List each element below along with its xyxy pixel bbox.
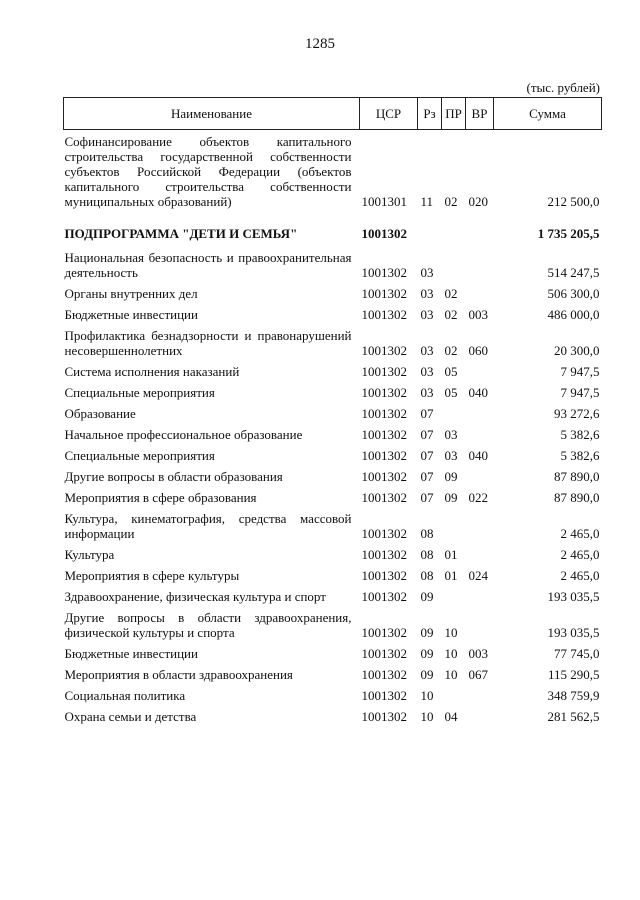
cell-name: Начальное профессиональное образование xyxy=(64,427,303,442)
cell-vr xyxy=(466,424,494,445)
table-row xyxy=(64,304,602,325)
cell-rz: 11 xyxy=(420,194,434,209)
cell-name: Бюджетные инвестиции xyxy=(64,646,198,661)
cell-pr: 04 xyxy=(444,709,458,724)
header-rz: Рз xyxy=(418,98,442,130)
cell-rz xyxy=(418,212,442,247)
cell-name: Культура, кинематография, средства массовой информации xyxy=(64,511,352,541)
cell-vr xyxy=(466,706,494,727)
cell-vr xyxy=(466,586,494,607)
cell-sum: 193 035,5 xyxy=(547,625,600,640)
cell-name: Социальная политика xyxy=(64,688,186,703)
table-row xyxy=(64,607,602,643)
cell-rz: 08 xyxy=(420,526,434,541)
cell-rz: 03 xyxy=(420,265,434,280)
cell-pr: 09 xyxy=(444,490,458,505)
cell-sum: 5 382,6 xyxy=(560,448,600,463)
table-row xyxy=(64,487,602,508)
cell-pr: 02 xyxy=(444,343,458,358)
cell-sum: 5 382,6 xyxy=(560,427,600,442)
cell-csr: 1001302 xyxy=(361,427,407,442)
cell-rz: 10 xyxy=(420,709,434,724)
cell-csr: 1001302 xyxy=(361,448,407,463)
cell-pr xyxy=(442,508,466,544)
cell-sum: 1 735 205,5 xyxy=(537,226,600,241)
cell-vr xyxy=(466,212,494,247)
cell-name: Культура xyxy=(64,547,115,562)
cell-name: Мероприятия в области здравоохранения xyxy=(64,667,293,682)
header-name: Наименование xyxy=(64,98,360,130)
subprogram-row xyxy=(64,212,602,247)
units-label: (тыс. рублей) xyxy=(526,80,600,95)
table-row xyxy=(64,643,602,664)
cell-sum: 2 465,0 xyxy=(560,526,600,541)
cell-sum: 348 759,9 xyxy=(547,688,600,703)
cell-sum: 281 562,5 xyxy=(547,709,600,724)
cell-csr: 1001302 xyxy=(361,547,407,562)
cell-csr: 1001302 xyxy=(361,307,407,322)
table-row xyxy=(64,586,602,607)
cell-rz: 03 xyxy=(420,364,434,379)
table-body xyxy=(64,130,602,728)
cell-csr: 1001302 xyxy=(361,406,407,421)
cell-vr xyxy=(466,361,494,382)
budget-table xyxy=(63,97,602,727)
cell-sum: 486 000,0 xyxy=(547,307,600,322)
table-row xyxy=(64,325,602,361)
cell-pr: 02 xyxy=(444,307,458,322)
cell-rz: 07 xyxy=(420,406,434,421)
cell-sum: 514 247,5 xyxy=(547,265,600,280)
cell-vr: 003 xyxy=(468,646,488,661)
cell-sum: 115 290,5 xyxy=(547,667,600,682)
cell-csr: 1001301 xyxy=(361,194,407,209)
cell-sum: 87 890,0 xyxy=(554,469,600,484)
cell-rz: 03 xyxy=(420,307,434,322)
cell-name: Образование xyxy=(64,406,136,421)
cell-sum: 77 745,0 xyxy=(554,646,600,661)
cell-csr: 1001302 xyxy=(361,265,407,280)
cell-csr: 1001302 xyxy=(361,364,407,379)
cell-rz: 08 xyxy=(420,568,434,583)
cell-rz: 03 xyxy=(420,286,434,301)
cell-pr xyxy=(442,403,466,424)
cell-csr: 1001302 xyxy=(361,709,407,724)
cell-csr: 1001302 xyxy=(361,385,407,400)
cell-csr: 1001302 xyxy=(361,343,407,358)
cell-name: Мероприятия в сфере образования xyxy=(64,490,257,505)
cell-name: Система исполнения наказаний xyxy=(64,364,240,379)
cell-csr: 1001302 xyxy=(361,568,407,583)
cell-csr: 1001302 xyxy=(361,646,407,661)
cell-name: Другие вопросы в области образования xyxy=(64,469,283,484)
cell-vr xyxy=(466,607,494,643)
cell-pr: 05 xyxy=(444,385,458,400)
cell-csr: 1001302 xyxy=(361,526,407,541)
cell-rz: 07 xyxy=(420,448,434,463)
cell-rz: 09 xyxy=(420,667,434,682)
table-row xyxy=(64,544,602,565)
cell-sum: 506 300,0 xyxy=(547,286,600,301)
cell-csr: 1001302 xyxy=(361,667,407,682)
table-row xyxy=(64,664,602,685)
table-row xyxy=(64,424,602,445)
cell-pr xyxy=(442,212,466,247)
cell-vr: 024 xyxy=(468,568,488,583)
table-row xyxy=(64,361,602,382)
cell-pr: 02 xyxy=(444,194,458,209)
cell-name: Софинансирование объектов капитального строительства государственной собственности субъектов Российской Федерации (объектов капитального строительства собственности муниципальных образований) xyxy=(64,134,352,209)
cell-vr xyxy=(466,403,494,424)
cell-rz: 10 xyxy=(420,688,434,703)
cell-vr: 022 xyxy=(468,490,488,505)
cell-csr: 1001302 xyxy=(361,625,407,640)
cell-pr: 05 xyxy=(444,364,458,379)
table-header-row xyxy=(64,98,602,130)
table-row xyxy=(64,247,602,283)
cell-rz: 07 xyxy=(420,427,434,442)
table-row xyxy=(64,283,602,304)
cell-rz: 08 xyxy=(420,547,434,562)
table-row xyxy=(64,565,602,586)
cell-pr xyxy=(442,685,466,706)
cell-pr: 01 xyxy=(444,568,458,583)
cell-name: Специальные мероприятия xyxy=(64,385,215,400)
cell-csr: 1001302 xyxy=(361,226,407,241)
cell-rz: 09 xyxy=(420,625,434,640)
table-row xyxy=(64,445,602,466)
cell-name: Профилактика безнадзорности и правонарушений несовершеннолетних xyxy=(64,328,352,358)
table-row xyxy=(64,130,602,213)
cell-pr: 03 xyxy=(444,448,458,463)
cell-vr: 003 xyxy=(468,307,488,322)
cell-rz: 03 xyxy=(420,343,434,358)
cell-pr: 10 xyxy=(444,625,458,640)
table-row xyxy=(64,685,602,706)
cell-name: Здравоохранение, физическая культура и спорт xyxy=(64,589,326,604)
cell-csr: 1001302 xyxy=(361,490,407,505)
cell-name: Специальные мероприятия xyxy=(64,448,215,463)
cell-rz: 07 xyxy=(420,469,434,484)
header-pr: ПР xyxy=(442,98,466,130)
cell-pr: 10 xyxy=(444,667,458,682)
cell-vr: 020 xyxy=(468,194,488,209)
cell-sum: 2 465,0 xyxy=(560,547,600,562)
cell-sum: 93 272,6 xyxy=(554,406,600,421)
table-row xyxy=(64,508,602,544)
cell-rz: 03 xyxy=(420,385,434,400)
cell-csr: 1001302 xyxy=(361,688,407,703)
cell-vr xyxy=(466,685,494,706)
cell-vr xyxy=(466,283,494,304)
cell-vr xyxy=(466,247,494,283)
cell-name: Бюджетные инвестиции xyxy=(64,307,198,322)
cell-vr xyxy=(466,544,494,565)
cell-pr: 02 xyxy=(444,286,458,301)
cell-sum: 193 035,5 xyxy=(547,589,600,604)
cell-vr xyxy=(466,508,494,544)
cell-rz: 09 xyxy=(420,646,434,661)
cell-pr: 10 xyxy=(444,646,458,661)
cell-name: Органы внутренних дел xyxy=(64,286,198,301)
page-number: 1285 xyxy=(305,36,335,52)
cell-sum: 2 465,0 xyxy=(560,568,600,583)
cell-name: Охрана семьи и детства xyxy=(64,709,197,724)
cell-pr: 01 xyxy=(444,547,458,562)
table-row xyxy=(64,403,602,424)
table-row xyxy=(64,706,602,727)
cell-pr: 09 xyxy=(444,469,458,484)
cell-rz: 09 xyxy=(420,589,434,604)
table-row xyxy=(64,382,602,403)
cell-pr xyxy=(442,586,466,607)
cell-vr xyxy=(466,466,494,487)
cell-sum: 212 500,0 xyxy=(547,194,600,209)
cell-name: Мероприятия в сфере культуры xyxy=(64,568,240,583)
cell-csr: 1001302 xyxy=(361,589,407,604)
cell-csr: 1001302 xyxy=(361,469,407,484)
cell-vr: 067 xyxy=(468,667,488,682)
header-vr: ВР xyxy=(466,98,494,130)
cell-name: Другие вопросы в области здравоохранения, физической культуры и спорта xyxy=(64,610,352,640)
table-row xyxy=(64,466,602,487)
cell-vr: 040 xyxy=(468,385,488,400)
cell-csr: 1001302 xyxy=(361,286,407,301)
cell-vr: 040 xyxy=(468,448,488,463)
cell-sum: 20 300,0 xyxy=(554,343,600,358)
cell-name: ПОДПРОГРАММА "ДЕТИ И СЕМЬЯ" xyxy=(64,226,298,241)
cell-sum: 7 947,5 xyxy=(560,385,600,400)
cell-vr: 060 xyxy=(468,343,488,358)
cell-rz: 07 xyxy=(420,490,434,505)
header-csr: ЦСР xyxy=(360,98,418,130)
cell-pr xyxy=(442,247,466,283)
cell-pr: 03 xyxy=(444,427,458,442)
cell-sum: 7 947,5 xyxy=(560,364,600,379)
cell-name: Национальная безопасность и правоохранительная деятельность xyxy=(64,250,352,280)
cell-sum: 87 890,0 xyxy=(554,490,600,505)
header-sum: Сумма xyxy=(494,98,602,130)
